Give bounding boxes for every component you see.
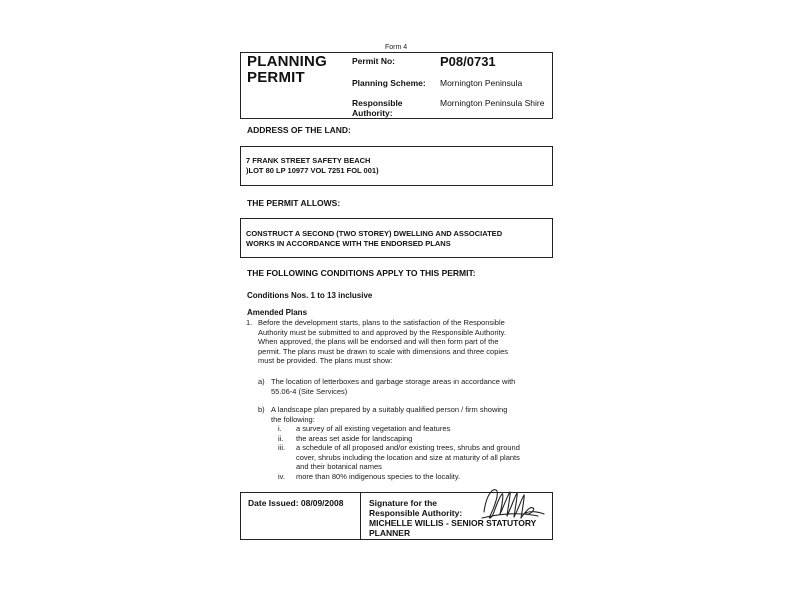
permit-title-line1: PLANNING (247, 53, 327, 70)
condition-b-line: the following: (271, 414, 315, 424)
b-item-iii-line: a schedule of all proposed and/or existing trees, shrubs and ground (296, 443, 520, 452)
handwritten-signature (478, 484, 550, 528)
permit-allows-heading: THE PERMIT ALLOWS: (247, 198, 341, 208)
address-heading: ADDRESS OF THE LAND: (247, 125, 351, 135)
address-line2: )LOT 80 LP 10977 VOL 7251 FOL 001) (246, 166, 379, 175)
address-line1: 7 FRANK STREET SAFETY BEACH (246, 156, 371, 165)
permit-title-line2: PERMIT (247, 69, 305, 86)
b-item-iii-line: cover, shrubs including the location and size at maturity of all plants (296, 452, 520, 462)
permit-no-value: P08/0731 (440, 54, 496, 69)
signatory-title: PLANNER (369, 528, 411, 538)
responsible-authority-value: Mornington Peninsula Shire (440, 98, 545, 108)
b-item-iii-text (296, 443, 520, 472)
condition-a-text (271, 377, 515, 396)
condition-1-line: must be provided. The plans must show: (258, 356, 393, 366)
responsible-authority-label-1: Responsible (352, 98, 403, 108)
b-item-iv-number: iv. (278, 472, 285, 481)
condition-1-line: Authority must be submitted to and approved by the Responsible Authority. (258, 327, 506, 337)
b-item-i-text: a survey of all existing vegetation and features (296, 424, 451, 433)
permit-no-label: Permit No: (352, 56, 395, 66)
conditions-subheading: Conditions Nos. 1 to 13 inclusive (247, 291, 373, 300)
permit-allows-line1: CONSTRUCT A SECOND (TWO STOREY) DWELLING AND ASSOCIATED (246, 229, 503, 238)
planning-scheme-label: Planning Scheme: (352, 78, 426, 88)
signature-label-2: Responsible Authority: (369, 508, 463, 518)
form-label: Form 4 (385, 44, 408, 51)
b-item-i-number: i. (278, 424, 282, 433)
signature-label-1: Signature for the (369, 498, 438, 508)
signature-divider (360, 492, 361, 540)
amended-plans-heading: Amended Plans (247, 308, 308, 317)
condition-1-number: 1. (246, 318, 253, 327)
condition-1-line: Before the development starts, plans to the satisfaction of the Responsible (258, 318, 505, 327)
condition-a-line: 55.06-4 (Site Services) (271, 386, 348, 396)
b-item-iii-number: iii. (278, 443, 286, 452)
signatory-name: MICHELLE WILLIS - SENIOR STATUTORY (369, 518, 537, 528)
b-item-ii-text: the areas set aside for landscaping (296, 434, 413, 443)
permit-allows-line2: WORKS IN ACCORDANCE WITH THE ENDORSED PLANS (246, 239, 451, 248)
condition-b-label: b) (258, 405, 265, 414)
condition-1-text (258, 318, 508, 366)
condition-1-line: permit. The plans must be drawn to scale with dimensions and three copies (258, 346, 508, 356)
condition-a-label: a) (258, 377, 265, 386)
date-issued: Date Issued: 08/09/2008 (248, 498, 344, 508)
condition-1-line: When approved, the plans will be endorsed and will then form part of the (258, 337, 499, 347)
b-item-iv-text: more than 80% indigenous species to the locality. (296, 472, 461, 481)
b-item-ii-number: ii. (278, 434, 284, 443)
conditions-heading: THE FOLLOWING CONDITIONS APPLY TO THIS PERMIT: (247, 268, 476, 278)
planning-scheme-value: Mornington Peninsula (440, 78, 523, 88)
responsible-authority-label-2: Authority: (352, 108, 393, 118)
b-item-iii-line: and their botanical names (296, 462, 382, 472)
condition-a-line: The location of letterboxes and garbage storage areas in accordance with (271, 377, 516, 386)
condition-b-text (271, 405, 507, 424)
condition-b-line: A landscape plan prepared by a suitably qualified person / firm showing (271, 405, 508, 414)
